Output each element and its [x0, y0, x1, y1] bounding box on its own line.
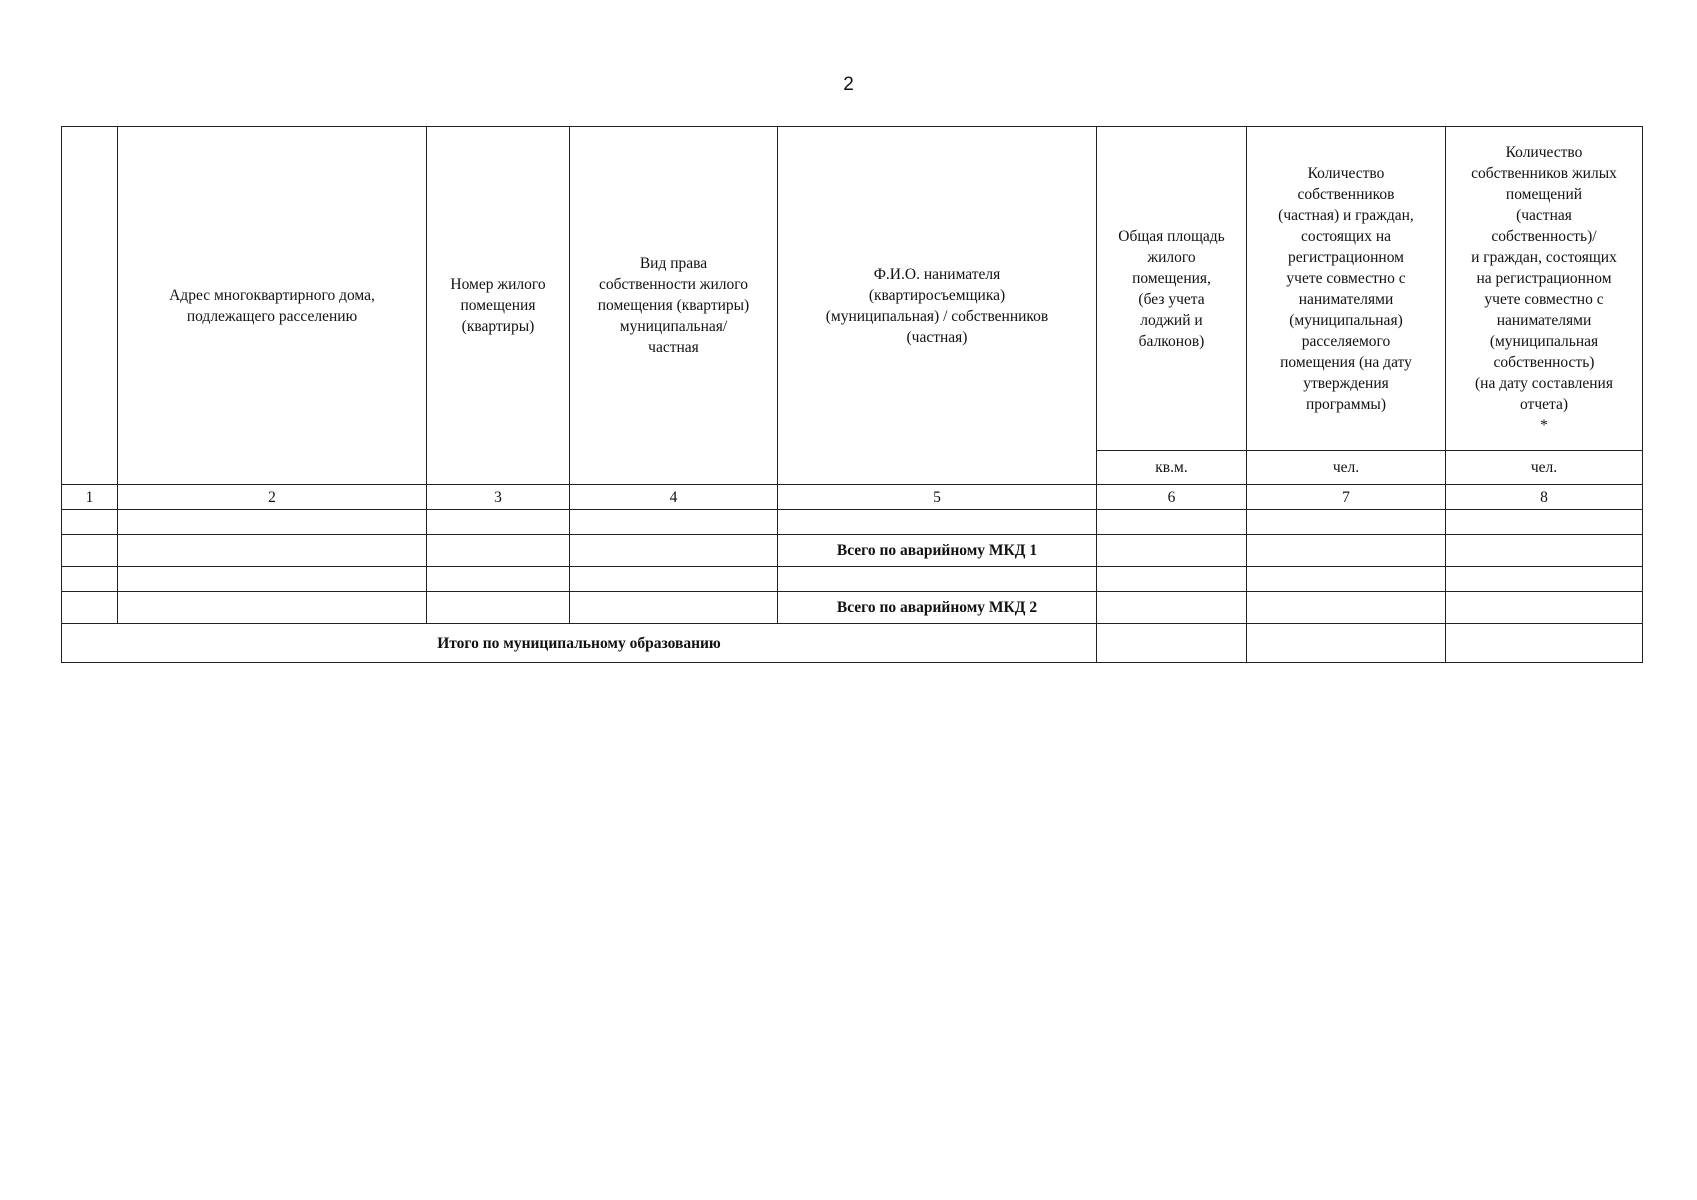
- cell: [118, 535, 427, 567]
- header-cell-index: [62, 127, 118, 485]
- cell: [427, 535, 570, 567]
- cell: [427, 592, 570, 624]
- cell: [570, 535, 778, 567]
- unit-col8: чел.: [1446, 451, 1643, 485]
- column-numbers-row: [62, 485, 1643, 510]
- header-tenant-name: [778, 127, 1097, 485]
- subtotal-label-2: Всего по аварийному МКД 2: [778, 592, 1097, 624]
- cell: [1247, 510, 1446, 535]
- cell: [118, 510, 427, 535]
- column-number-2: 2: [118, 485, 427, 510]
- cell: [1097, 592, 1247, 624]
- table-row: [62, 567, 1643, 592]
- column-number-7: 7: [1247, 485, 1446, 510]
- column-number-8: 8: [1446, 485, 1643, 510]
- cell: [62, 535, 118, 567]
- cell: [778, 510, 1097, 535]
- header-total-area-text: Общая площадь жилого помещения, (без учета лоджий и балконов): [1118, 227, 1225, 350]
- column-number-1: 1: [62, 485, 118, 510]
- cell: [570, 592, 778, 624]
- cell: [118, 567, 427, 592]
- cell: [118, 592, 427, 624]
- cell: [1097, 535, 1247, 567]
- header-owners-count-report: [1446, 127, 1643, 451]
- unit-col6: кв.м.: [1097, 451, 1247, 485]
- cell: [1247, 624, 1446, 663]
- column-number-3: 3: [427, 485, 570, 510]
- header-owners-count-report-text: Количество собственников жилых помещений (частная собственность)/ и граждан, состоящих на регистрационном учете совместно с нанимателями (муниципальная собственность) (на дату составления отчета) *: [1471, 143, 1617, 434]
- column-number-4: 4: [570, 485, 778, 510]
- cell: [1097, 624, 1247, 663]
- cell: [1446, 624, 1643, 663]
- header-address: [118, 127, 427, 485]
- header-apartment-number: [427, 127, 570, 485]
- unit-col7: чел.: [1247, 451, 1446, 485]
- resettlement-table: [61, 126, 1643, 663]
- cell: [1097, 510, 1247, 535]
- header-tenant-name-text: Ф.И.О. нанимателя (квартиросъемщика) (муниципальная) / собственников (частная): [825, 265, 1049, 346]
- cell: [1446, 592, 1643, 624]
- subtotal-row-2: [62, 592, 1643, 624]
- header-owners-count-approval-text: Количество собственников (частная) и граждан, состоящих на регистрационном учете совместно с нанимателями (муниципальная) расселяемого помещения (на дату утверждения программы): [1278, 164, 1414, 413]
- cell: [570, 510, 778, 535]
- table-row: [62, 510, 1643, 535]
- header-total-area: [1097, 127, 1247, 451]
- cell: [62, 592, 118, 624]
- cell: [1097, 567, 1247, 592]
- page-number: 2: [843, 74, 854, 95]
- cell: [1446, 535, 1643, 567]
- header-owners-count-approval: [1247, 127, 1446, 451]
- cell: [427, 510, 570, 535]
- grand-total-label: Итого по муниципальному образованию: [62, 624, 1097, 663]
- cell: [1247, 592, 1446, 624]
- cell: [570, 567, 778, 592]
- column-number-5: 5: [778, 485, 1097, 510]
- cell: [1247, 535, 1446, 567]
- grand-total-row: [62, 624, 1643, 663]
- header-row: [62, 127, 1643, 451]
- cell: [427, 567, 570, 592]
- cell: [1247, 567, 1446, 592]
- header-address-text: Адрес многоквартирного дома, подлежащего расселению: [169, 286, 375, 325]
- subtotal-label-1: Всего по аварийному МКД 1: [778, 535, 1097, 567]
- header-ownership-type: [570, 127, 778, 485]
- header-apartment-number-text: Номер жилого помещения (квартиры): [450, 276, 546, 335]
- cell: [1446, 510, 1643, 535]
- column-number-6: 6: [1097, 485, 1247, 510]
- header-ownership-type-text: Вид права собственности жилого помещения (квартиры) муниципальная/ частная: [597, 255, 750, 356]
- cell: [62, 510, 118, 535]
- cell: [778, 567, 1097, 592]
- cell: [62, 567, 118, 592]
- cell: [1446, 567, 1643, 592]
- subtotal-row-1: [62, 535, 1643, 567]
